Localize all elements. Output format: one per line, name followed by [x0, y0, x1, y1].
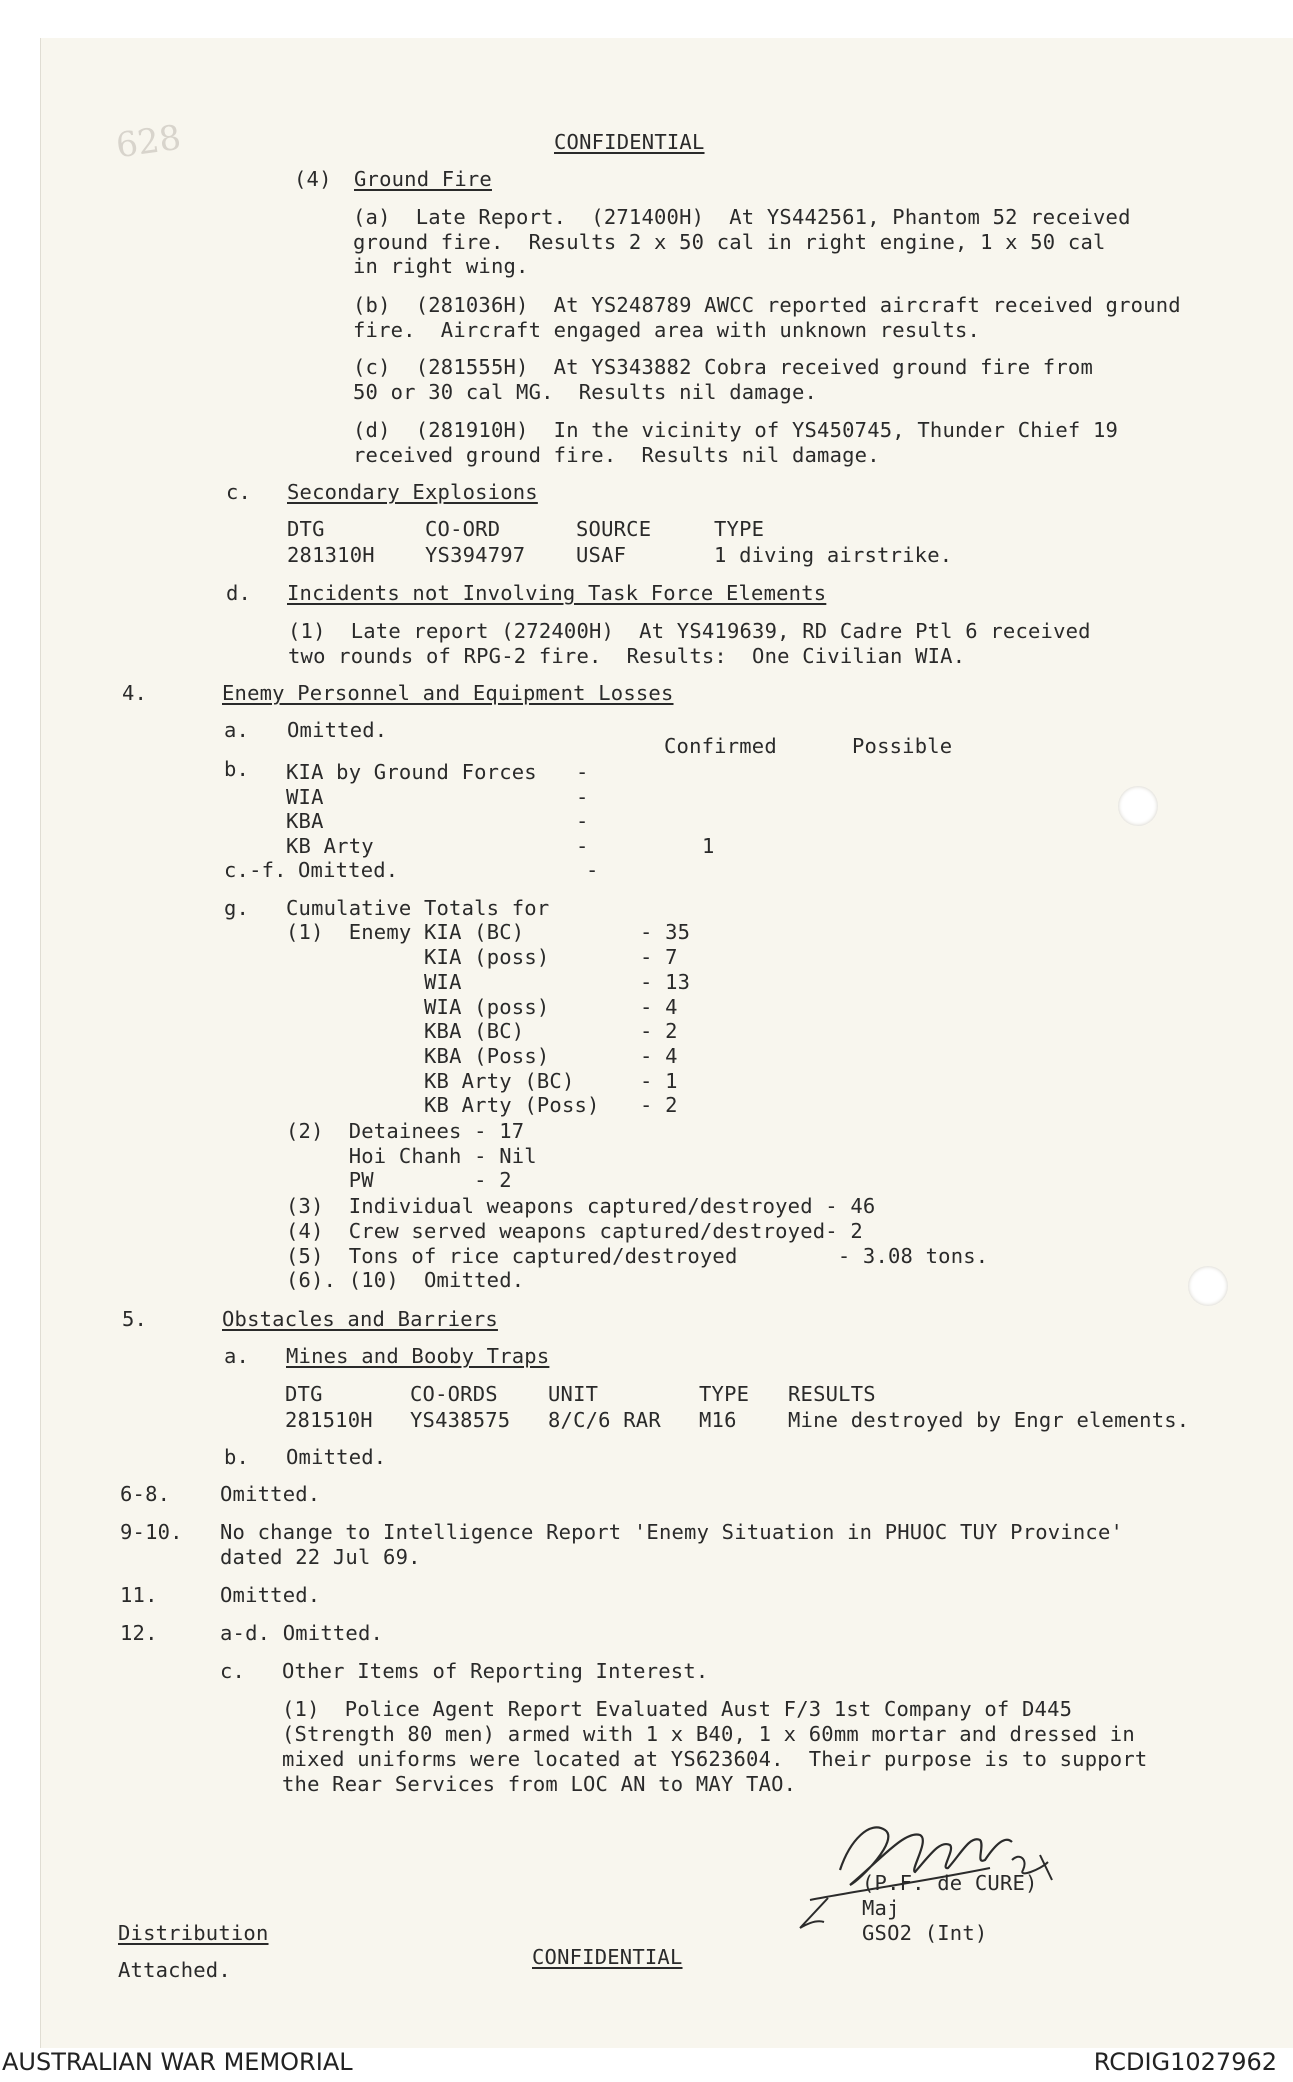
losses-cf-text: Omitted. — [298, 858, 399, 882]
enemy-row-value: - 4 — [640, 995, 678, 1019]
loss-row-name: KBA — [286, 809, 324, 833]
enemy-row-value: - 2 — [640, 1019, 678, 1043]
handwritten-signature — [790, 1800, 1080, 1930]
ground-fire-a-line: in right wing. — [353, 254, 529, 278]
weapons-line: (6). (10) Omitted. — [286, 1268, 525, 1292]
ground-fire-d-line: (d) (281910H) In the vicinity of YS450745, Thunder Chief 19 — [353, 418, 1119, 442]
para-6-8-text: Omitted. — [220, 1482, 321, 1506]
loss-row-name: KB Arty — [286, 834, 374, 858]
enemy-row-name: KBA (BC) — [424, 1019, 525, 1043]
obstacles-b-text: Omitted. — [286, 1445, 387, 1469]
cell-source: USAF — [576, 543, 627, 567]
ground-fire-number: (4) — [294, 167, 332, 191]
loss-row-confirmed: - — [576, 760, 589, 784]
ground-fire-a-line: ground fire. Results 2 x 50 cal in right engine, 1 x 50 cal — [353, 230, 1106, 254]
ground-fire-c-line: (c) (281555H) At YS343882 Cobra received ground fire from — [353, 355, 1093, 379]
incidents-line: two rounds of RPG-2 fire. Results: One Civilian WIA. — [288, 644, 966, 668]
para-5-number: 5. — [122, 1307, 148, 1331]
distribution-text: Attached. — [118, 1958, 231, 1982]
para-12-c-label: c. — [220, 1659, 246, 1683]
mines-col: CO-ORDS — [410, 1382, 498, 1406]
enemy-row-value: - 2 — [640, 1093, 678, 1117]
punch-hole — [1188, 1266, 1228, 1306]
cumulative-heading: Cumulative Totals for — [286, 896, 550, 920]
para-4-number: 4. — [122, 681, 148, 705]
col-confirmed: Confirmed — [664, 734, 777, 758]
losses-b-label: b. — [224, 757, 250, 781]
enemy-row-name: WIA (poss) — [424, 995, 550, 1019]
cell-coord: YS394797 — [425, 543, 526, 567]
para-11-text: Omitted. — [220, 1583, 321, 1607]
mines-heading: Mines and Booby Traps — [286, 1344, 550, 1368]
obstacles-heading: Obstacles and Barriers — [222, 1307, 498, 1331]
other-items-heading: Other Items of Reporting Interest. — [282, 1659, 709, 1683]
enemy-row-value: - 35 — [640, 920, 691, 944]
loss-row-confirmed: - — [576, 785, 589, 809]
enemy-row-name: KIA (poss) — [424, 945, 550, 969]
ground-fire-heading: Ground Fire — [354, 167, 492, 191]
mines-col: UNIT — [548, 1382, 599, 1406]
distribution-heading: Distribution — [118, 1921, 269, 1945]
cell-type: 1 diving airstrike. — [714, 543, 953, 567]
classification-header: CONFIDENTIAL — [554, 130, 705, 154]
para-9-10-number: 9-10. — [120, 1520, 183, 1544]
detainees-line: Hoi Chanh - Nil — [286, 1144, 537, 1168]
mines-cell: YS438575 — [410, 1408, 511, 1432]
mines-col: TYPE — [699, 1382, 750, 1406]
para-9-10-line: No change to Intelligence Report 'Enemy Situation in PHUOC TUY Province' — [220, 1520, 1124, 1544]
enemy-row-name: KIA (BC) — [424, 920, 525, 944]
enemy-row-value: - 4 — [640, 1044, 678, 1068]
enemy-row-name: WIA — [424, 970, 462, 994]
weapons-line: (5) Tons of rice captured/destroyed - 3.08 tons. — [286, 1244, 989, 1268]
ground-fire-b-line: fire. Aircraft engaged area with unknown results. — [353, 318, 981, 342]
col-type: TYPE — [714, 517, 765, 541]
col-possible: Possible — [852, 734, 953, 758]
mines-cell: Mine destroyed by Engr elements. — [788, 1408, 1190, 1432]
enemy-row-value: - 1 — [640, 1069, 678, 1093]
ground-fire-d-line: received ground fire. Results nil damage. — [353, 443, 880, 467]
para-12-text: a-d. Omitted. — [220, 1621, 384, 1645]
police-report-line: mixed uniforms were located at YS623604. Their purpose is to support — [282, 1747, 1148, 1771]
pencil-mark: 628 — [113, 117, 184, 167]
incidents-heading: Incidents not Involving Task Force Elements — [287, 581, 827, 605]
loss-row-name: KIA by Ground Forces — [286, 760, 537, 784]
col-dtg: DTG — [287, 517, 325, 541]
para-11-number: 11. — [120, 1583, 158, 1607]
losses-a-text: Omitted. — [287, 718, 388, 742]
enemy-row-value: - 7 — [640, 945, 678, 969]
weapons-line: (4) Crew served weapons captured/destroyed- 2 — [286, 1219, 863, 1243]
mines-cell: 8/C/6 RAR — [548, 1408, 661, 1432]
para-6-8-number: 6-8. — [120, 1482, 171, 1506]
col-source: SOURCE — [576, 517, 652, 541]
obstacles-a-label: a. — [224, 1344, 250, 1368]
weapons-line: (3) Individual weapons captured/destroyed - 46 — [286, 1194, 876, 1218]
enemy-row-name: KBA (Poss) — [424, 1044, 550, 1068]
loss-row-confirmed: - — [576, 809, 589, 833]
incidents-line: (1) Late report (272400H) At YS419639, RD Cadre Ptl 6 received — [288, 619, 1091, 643]
mines-col: RESULTS — [788, 1382, 876, 1406]
mines-col: DTG — [285, 1382, 323, 1406]
loss-row-possible: 1 — [702, 834, 715, 858]
archive-id: RCDIG1027962 — [1093, 2048, 1277, 2076]
ground-fire-a-line: (a) Late Report. (271400H) At YS442561, Phantom 52 received — [353, 205, 1131, 229]
enemy-row-name: KB Arty (Poss) — [424, 1093, 600, 1117]
losses-cf-dash: - — [586, 858, 599, 882]
obstacles-b-label: b. — [224, 1445, 250, 1469]
signatory-role: GSO2 (Int) — [862, 1921, 988, 1945]
mines-cell: 281510H — [285, 1408, 373, 1432]
cell-dtg: 281310H — [287, 543, 375, 567]
punch-hole — [1118, 786, 1158, 826]
mines-cell: M16 — [699, 1408, 737, 1432]
signatory-name: (P.F. de CURE) — [862, 1871, 1038, 1895]
col-coord: CO-ORD — [425, 517, 501, 541]
archive-label: AUSTRALIAN WAR MEMORIAL — [2, 2048, 353, 2076]
section-d-label: d. — [226, 581, 252, 605]
classification-footer: CONFIDENTIAL — [532, 1945, 683, 1969]
police-report-line: the Rear Services from LOC AN to MAY TAO. — [282, 1772, 797, 1796]
para-12-number: 12. — [120, 1621, 158, 1645]
para-9-10-line: dated 22 Jul 69. — [220, 1545, 421, 1569]
police-report-line: (Strength 80 men) armed with 1 x B40, 1 x 60mm mortar and dressed in — [282, 1722, 1135, 1746]
losses-a-label: a. — [224, 718, 250, 742]
ground-fire-b-line: (b) (281036H) At YS248789 AWCC reported aircraft received ground — [353, 293, 1181, 317]
section-c-label: c. — [226, 480, 252, 504]
police-report-line: (1) Police Agent Report Evaluated Aust F/3 1st Company of D445 — [282, 1697, 1073, 1721]
losses-cf-label: c.-f. — [224, 858, 287, 882]
enemy-row-value: - 13 — [640, 970, 691, 994]
loss-row-name: WIA — [286, 785, 324, 809]
secondary-explosions-heading: Secondary Explosions — [287, 480, 538, 504]
detainees-line: PW - 2 — [286, 1168, 512, 1192]
ground-fire-c-line: 50 or 30 cal MG. Results nil damage. — [353, 380, 818, 404]
loss-row-confirmed: - — [576, 834, 589, 858]
detainees-line: (2) Detainees - 17 — [286, 1119, 525, 1143]
enemy-label: (1) Enemy — [286, 920, 412, 944]
signatory-rank: Maj — [862, 1896, 900, 1920]
enemy-row-name: KB Arty (BC) — [424, 1069, 575, 1093]
losses-g-label: g. — [224, 896, 250, 920]
losses-heading: Enemy Personnel and Equipment Losses — [222, 681, 674, 705]
